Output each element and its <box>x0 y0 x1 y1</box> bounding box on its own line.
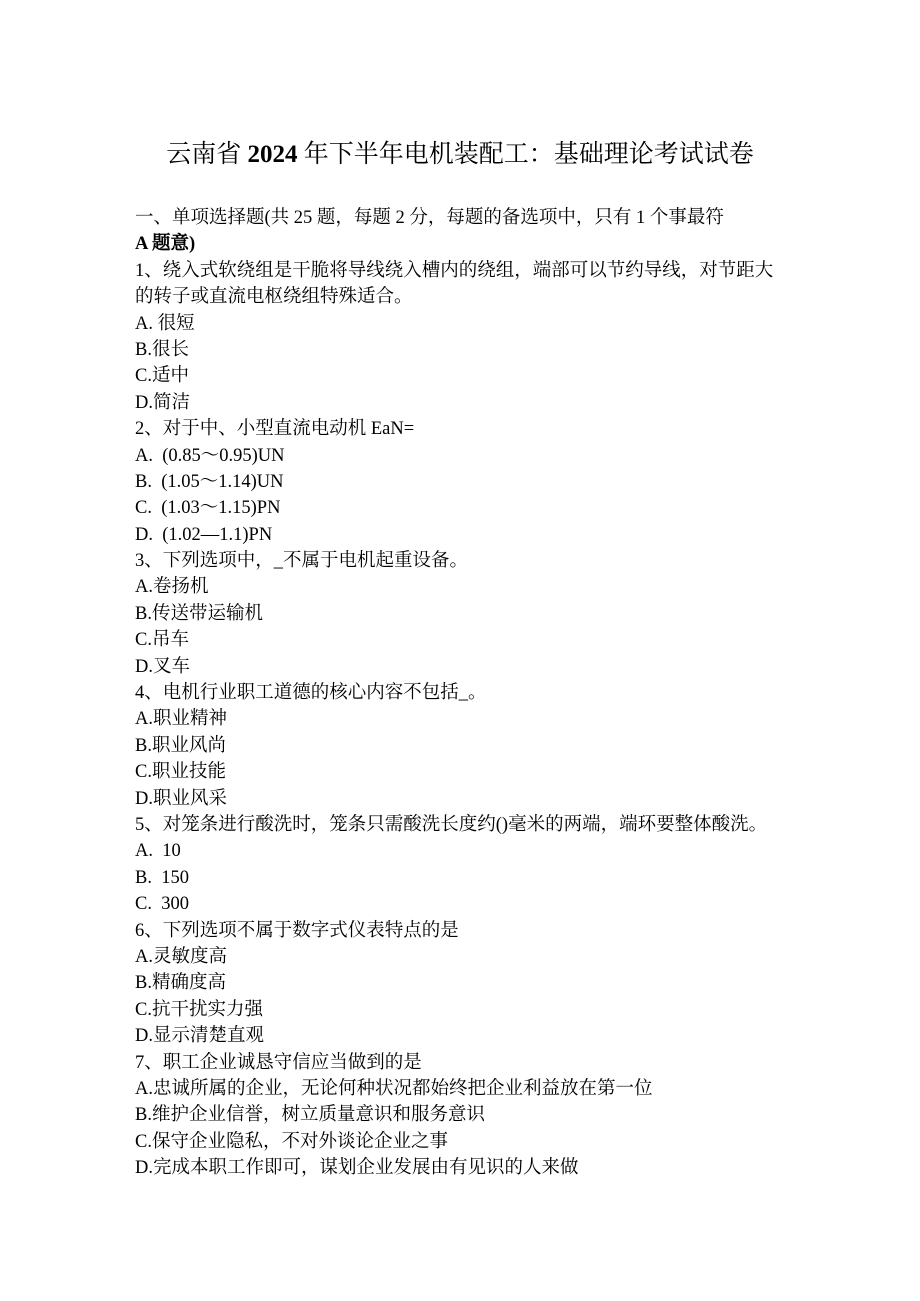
page-title <box>0 140 920 170</box>
section-heading-continued: A 题意) <box>135 234 196 255</box>
question-4 <box>135 680 835 812</box>
question-6 <box>135 918 835 1050</box>
question-6-option-d: D.显示清楚直观 <box>135 1026 264 1047</box>
question-2-text: 2、对于中、小型直流电动机 EaN= <box>135 419 415 440</box>
question-7-text: 7、职工企业诚恳守信应当做到的是 <box>135 1052 422 1073</box>
question-3-option-c: C.吊车 <box>135 630 189 651</box>
question-3-text: 3、下列选项中，_不属于电机起重设备。 <box>135 551 469 572</box>
question-6-option-a: A.灵敏度高 <box>135 946 227 967</box>
question-1-option-b: B.很长 <box>135 339 189 360</box>
question-1-option-c: C.适中 <box>135 366 189 387</box>
question-5 <box>135 812 835 918</box>
question-3-option-b: B.传送带运输机 <box>135 603 263 624</box>
question-1-option-a: A. 很短 <box>135 313 195 334</box>
question-4-text: 4、电机行业职工道德的核心内容不包括_。 <box>135 683 487 704</box>
section-heading: 一、单项选择题(共 25 题，每题 2 分，每题的备选项中，只有 1 个事最符 <box>135 208 724 228</box>
title-year: 2024 <box>247 141 298 168</box>
question-5-option-b: B. 150 <box>135 867 189 888</box>
question-3-option-a: A.卷扬机 <box>135 577 209 598</box>
question-2-option-d: D. (1.02—1.1)PN <box>135 524 273 545</box>
question-6-option-c: C.抗干扰实力强 <box>135 999 263 1020</box>
question-7-option-a: A.忠诚所属的企业，无论何种状况都始终把企业利益放在第一位 <box>135 1078 653 1099</box>
question-4-option-b: B.职业风尚 <box>135 735 226 756</box>
question-1 <box>135 258 835 416</box>
question-4-option-a: A.职业精神 <box>135 709 227 730</box>
question-4-option-c: C.职业技能 <box>135 762 226 783</box>
question-2-option-a: A. (0.85～0.95)UN <box>135 445 285 466</box>
question-5-option-c: C. 300 <box>135 894 189 915</box>
question-3-option-d: D.叉车 <box>135 656 190 677</box>
question-7-option-d: D.完成本职工作即可，谋划企业发展由有见识的人来做 <box>135 1158 579 1179</box>
question-6-text: 6、下列选项不属于数字式仪表特点的是 <box>135 920 459 941</box>
question-6-option-b: B.精确度高 <box>135 973 226 994</box>
question-5-text: 5、对笼条进行酸洗时，笼条只需酸洗长度约()毫米的两端，端环要整体酸洗。 <box>135 814 768 835</box>
question-7-option-c: C.保守企业隐私，不对外谈论企业之事 <box>135 1131 448 1152</box>
question-3 <box>135 548 835 680</box>
question-1-text-continued: 的转子或直流电枢绕组特殊适合。 <box>135 287 413 308</box>
question-2-option-b: B. (1.05～1.14)UN <box>135 471 284 492</box>
question-1-text: 1、绕入式软绕组是干脆将导线绕入槽内的绕组，端部可以节约导线，对节距大 <box>135 260 774 281</box>
question-2-option-c: C. (1.03～1.15)PN <box>135 498 281 519</box>
exam-body <box>135 205 835 1181</box>
question-7-option-b: B.维护企业信誉，树立质量意识和服务意识 <box>135 1105 485 1126</box>
title-suffix: 年下半年电机装配工：基础理论考试试卷 <box>297 141 754 168</box>
question-2 <box>135 416 835 548</box>
question-7 <box>135 1050 835 1182</box>
question-1-option-d: D.简洁 <box>135 392 190 413</box>
question-4-option-d: D.职业风采 <box>135 788 227 809</box>
title-prefix: 云南省 <box>166 141 248 168</box>
question-5-option-a: A. 10 <box>135 841 181 862</box>
